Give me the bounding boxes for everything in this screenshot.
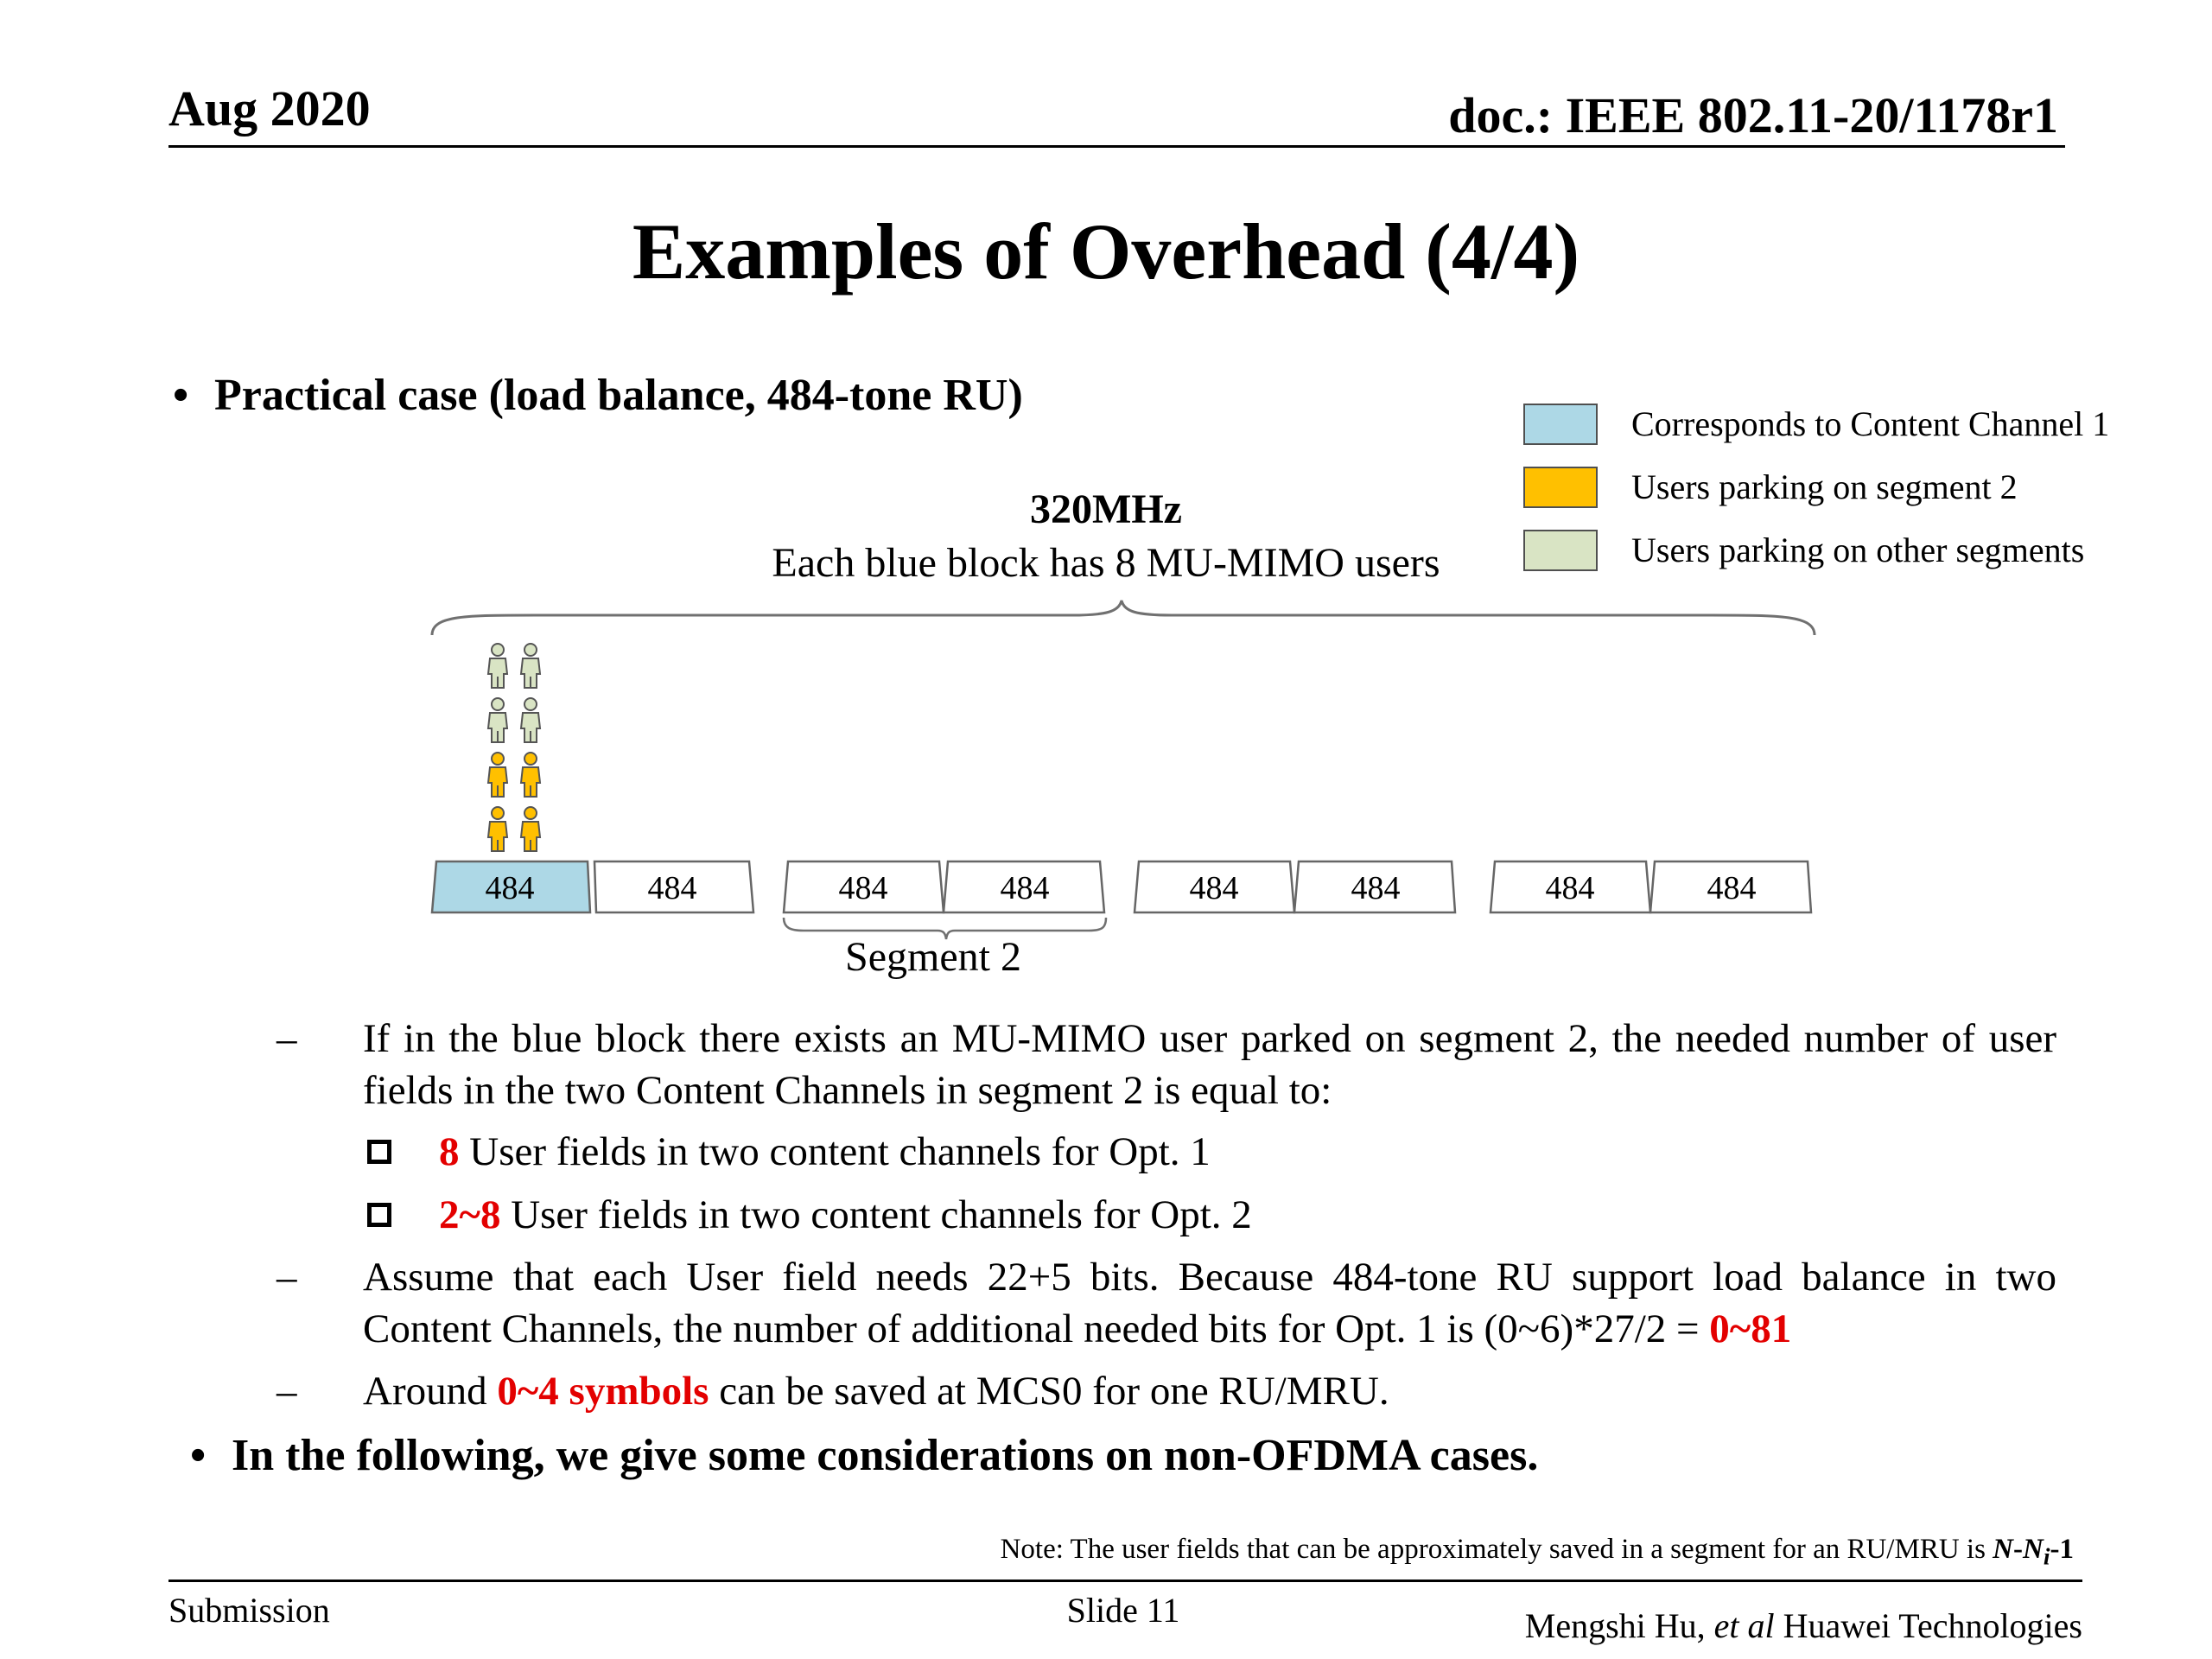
user-icon-segment2	[488, 753, 540, 797]
user-icon-other	[488, 698, 540, 742]
ru-block-label: 484	[1351, 870, 1401, 906]
segment-label: Segment 2	[845, 934, 1021, 980]
header-doc-id: doc.: IEEE 802.11-20/1178r1	[1448, 87, 2058, 143]
subbullet-first-text: If in the blue block there exists an MU-MIMO user parked on segment 2, the needed number of user fields in the two Content Channels in segment 2 is equal to:	[363, 1016, 2056, 1113]
dash-marker: –	[276, 1369, 297, 1414]
legend-label: Users parking on other segments	[1631, 531, 2085, 569]
users-stack	[488, 644, 540, 851]
footer-etal: et al	[1713, 1606, 1775, 1645]
bullet-following	[190, 1430, 1538, 1481]
footer-rule	[168, 1580, 2082, 1582]
footer-org: Huawei Technologies	[1774, 1606, 2082, 1645]
checkbox-square-icon	[367, 1203, 391, 1227]
bandwidth-subtitle: Each blue block has 8 MU-MIMO users	[772, 540, 1440, 586]
subbullet-third-suffix: can be saved at MCS0 for one RU/MRU.	[709, 1369, 1389, 1414]
legend-label: Users parking on segment 2	[1631, 467, 2018, 506]
additional-bits-value: 0~81	[1709, 1306, 1792, 1351]
footer-slide-number: Slide 11	[1066, 1591, 1180, 1630]
footer-author-name: Mengshi Hu,	[1524, 1606, 1714, 1645]
dash-marker: –	[276, 1255, 297, 1300]
user-icon-other	[488, 644, 540, 688]
dash-marker: –	[276, 1016, 297, 1061]
bullet-following-text: In the following, we give some considerations on non-OFDMA cases.	[232, 1431, 1539, 1480]
subbullet-third-prefix: Around	[363, 1369, 498, 1414]
bandwidth-brace	[432, 601, 1815, 635]
bandwidth-label: 320MHz	[1030, 486, 1182, 532]
option-2-value: 2~8	[439, 1192, 501, 1237]
slide-title: Examples of Overhead (4/4)	[632, 207, 1580, 296]
formula-sep: -	[2013, 1534, 2024, 1565]
bullet-dot: •	[190, 1431, 207, 1480]
ru-block-label: 484	[485, 870, 535, 906]
legend-label: Corresponds to Content Channel 1	[1631, 404, 2110, 443]
ru-block-label: 484	[647, 870, 697, 906]
user-icon-segment2	[488, 807, 540, 851]
subbullet-second-text: Assume that each User field needs 22+5 bits. Because 484-tone RU support load balance in two Content Channels, the number of additional needed bits for Opt. 1 is (0~6)*27/2 =	[363, 1255, 2056, 1351]
bullet-practical-case-text: Practical case (load balance, 484-tone RU)	[214, 371, 1023, 420]
ru-block-label: 484	[1189, 870, 1239, 906]
footer-author	[1525, 1605, 2082, 1646]
formula-n: N	[1993, 1534, 2014, 1565]
bullet-dot: •	[173, 371, 189, 420]
ru-blocks	[432, 861, 1811, 912]
formula-sub: i	[2043, 1542, 2050, 1570]
header-date: Aug 2020	[168, 80, 371, 137]
footer-submission: Submission	[168, 1591, 330, 1630]
subbullet-first	[220, 1013, 2056, 1125]
footnote-text: Note: The user fields that can be approximately saved in a segment for an RU/MRU is	[1000, 1534, 1993, 1565]
ru-block-label: 484	[1545, 870, 1595, 906]
formula-tail: -1	[2050, 1534, 2074, 1565]
checkbox-square-icon	[367, 1140, 391, 1164]
ru-block-label: 484	[838, 870, 888, 906]
formula-ni: N	[2023, 1534, 2044, 1565]
ru-block-label: 484	[1000, 870, 1050, 906]
saved-symbols-value: 0~4 symbols	[497, 1369, 709, 1414]
ru-block-label: 484	[1707, 870, 1757, 906]
option-2-text: User fields in two content channels for Opt. 2	[500, 1192, 1252, 1237]
subbullet-third	[220, 1365, 2018, 1421]
footnote	[1001, 1534, 2074, 1571]
option-1-text: User fields in two content channels for Opt. 1	[459, 1129, 1211, 1174]
option-1-value: 8	[439, 1129, 460, 1174]
subbullet-second	[220, 1251, 2056, 1363]
